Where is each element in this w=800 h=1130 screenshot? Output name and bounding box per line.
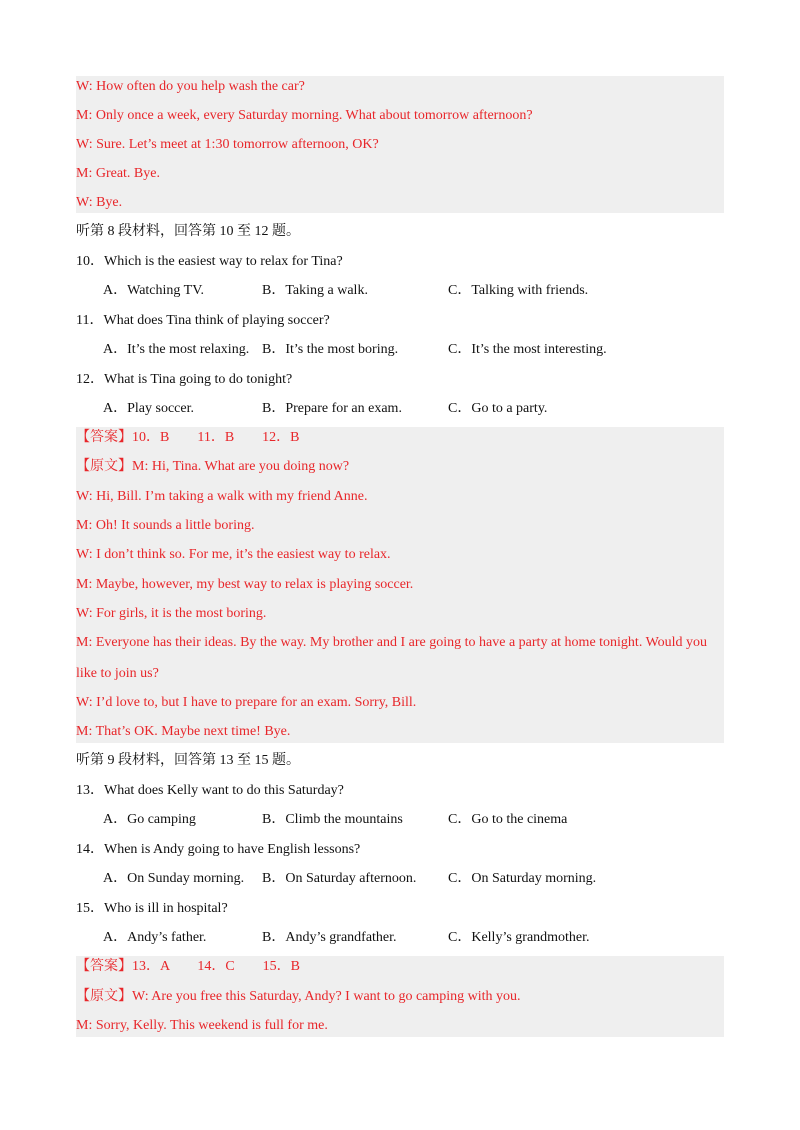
option-b: B．Prepare for an exam. <box>262 401 402 416</box>
transcript-line: W: Hi, Bill. I’m taking a walk with my friend Anne. <box>76 489 368 504</box>
answer-line <box>76 428 300 448</box>
original-label: 【原文】 <box>76 989 132 1004</box>
transcript-line: M: Oh! It sounds a little boring. <box>76 518 255 533</box>
transcript-first: W: Are you free this Saturday, Andy? I want to go camping with you. <box>132 989 521 1004</box>
answer-line <box>76 957 300 977</box>
option-c: C．Talking with friends. <box>448 283 589 298</box>
transcript-line: W: For girls, it is the most boring. <box>76 606 267 621</box>
option-a: A．Watching TV. <box>103 283 205 298</box>
option-b: B．Andy’s grandfather. <box>262 930 397 945</box>
transcript-line: M: That’s OK. Maybe next time! Bye. <box>76 724 291 739</box>
question-text: 15．Who is ill in hospital? <box>76 901 228 916</box>
question-text: 14．When is Andy going to have English lessons? <box>76 842 361 857</box>
option-b: B．On Saturday afternoon. <box>262 871 417 886</box>
original-label: 【原文】 <box>76 459 132 474</box>
answer-label: 【答案】 <box>76 959 132 974</box>
section-intro: 听第 8 段材料，回答第 10 至 12 题。 <box>76 224 300 239</box>
transcript-line: like to join us? <box>76 666 159 681</box>
option-c: C．On Saturday morning. <box>448 871 597 886</box>
transcript-line: M: Great. Bye. <box>76 166 160 181</box>
transcript-line <box>76 987 521 1007</box>
option-a: A．On Sunday morning. <box>103 871 245 886</box>
transcript-line <box>76 457 349 477</box>
transcript-line: M: Everyone has their ideas. By the way. My brother and I are going to have a party at home tonight. Would you <box>76 635 708 650</box>
answer-values: 13．A 14．C 15．B <box>132 959 301 974</box>
option-c: C．Go to the cinema <box>448 812 568 827</box>
transcript-line: W: I don’t think so. For me, it’s the easiest way to relax. <box>76 547 391 562</box>
transcript-line: W: Sure. Let’s meet at 1:30 tomorrow afternoon, OK? <box>76 137 379 152</box>
option-c: C．Go to a party. <box>448 401 548 416</box>
option-b: B．Climb the mountains <box>262 812 403 827</box>
question-text: 11．What does Tina think of playing soccer? <box>76 313 330 328</box>
transcript-line: M: Only once a week, every Saturday morning. What about tomorrow afternoon? <box>76 108 533 123</box>
option-a: A．Play soccer. <box>103 401 194 416</box>
option-a: A．Go camping <box>103 812 196 827</box>
answer-values: 10．B 11．B 12．B <box>132 430 300 445</box>
option-b: B．Taking a walk. <box>262 283 368 298</box>
transcript-line: W: I’d love to, but I have to prepare for an exam. Sorry, Bill. <box>76 695 417 710</box>
question-text: 10．Which is the easiest way to relax for Tina? <box>76 254 343 269</box>
option-c: C．It’s the most interesting. <box>448 342 607 357</box>
option-c: C．Kelly’s grandmother. <box>448 930 590 945</box>
section-intro: 听第 9 段材料，回答第 13 至 15 题。 <box>76 753 300 768</box>
transcript-line: M: Sorry, Kelly. This weekend is full for me. <box>76 1018 328 1033</box>
answer-label: 【答案】 <box>76 430 132 445</box>
option-a: A．It’s the most relaxing. <box>103 342 250 357</box>
option-a: A．Andy’s father. <box>103 930 207 945</box>
question-text: 13．What does Kelly want to do this Saturday? <box>76 783 344 798</box>
transcript-line: W: How often do you help wash the car? <box>76 79 305 94</box>
transcript-line: M: Maybe, however, my best way to relax is playing soccer. <box>76 577 414 592</box>
question-text: 12．What is Tina going to do tonight? <box>76 372 293 387</box>
transcript-first: M: Hi, Tina. What are you doing now? <box>132 459 350 474</box>
option-b: B．It’s the most boring. <box>262 342 399 357</box>
transcript-line: W: Bye. <box>76 195 123 210</box>
